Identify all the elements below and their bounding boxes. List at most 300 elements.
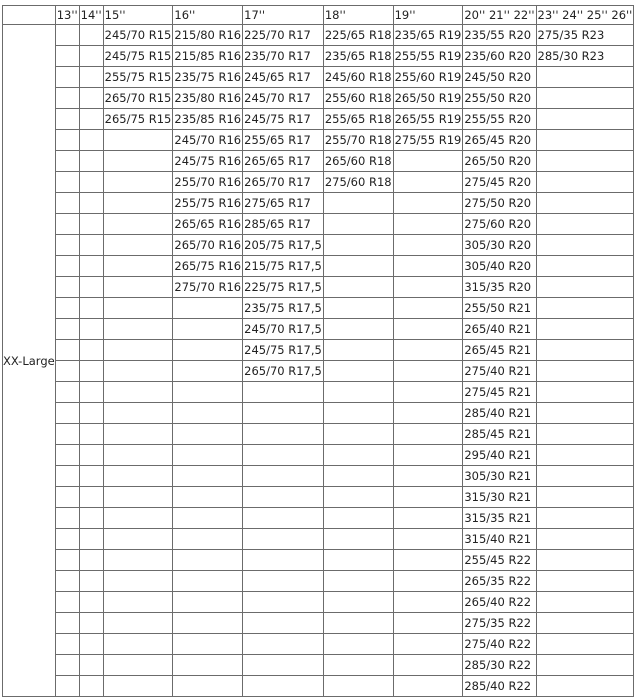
tire-size-cell [79, 508, 103, 529]
tire-size-cell: 235/60 R20 [463, 46, 536, 67]
tire-size-cell [393, 319, 463, 340]
tire-size-cell [79, 88, 103, 109]
tire-size-cell [79, 235, 103, 256]
tire-size-cell [173, 676, 243, 697]
tire-size-cell: 315/35 R20 [463, 277, 536, 298]
tire-size-cell [393, 403, 463, 424]
tire-size-cell: 275/35 R23 [536, 25, 634, 46]
tire-size-cell [323, 508, 393, 529]
tire-size-cell [55, 655, 79, 676]
tire-size-cell [393, 676, 463, 697]
tire-size-cell: 265/65 R16 [173, 214, 243, 235]
tire-size-cell [243, 487, 324, 508]
table-row [3, 592, 634, 613]
tire-size-cell [393, 655, 463, 676]
tire-size-cell [536, 361, 634, 382]
tire-size-cell [243, 676, 324, 697]
tire-size-cell [79, 466, 103, 487]
header-cell-13: 13'' [55, 6, 79, 25]
tire-size-cell [323, 361, 393, 382]
table-row [3, 487, 634, 508]
tire-size-cell [103, 361, 173, 382]
tire-size-cell [103, 592, 173, 613]
tire-size-cell [393, 382, 463, 403]
tire-size-cell: 315/35 R21 [463, 508, 536, 529]
tire-size-cell [173, 403, 243, 424]
header-cell-category [3, 6, 56, 25]
tire-size-cell [173, 298, 243, 319]
table-row [3, 256, 634, 277]
tire-size-cell [173, 571, 243, 592]
table-row [3, 109, 634, 130]
tire-size-cell [79, 487, 103, 508]
tire-size-cell: 285/65 R17 [243, 214, 324, 235]
tire-size-cell [55, 109, 79, 130]
tire-size-cell: 275/40 R21 [463, 361, 536, 382]
tire-size-cell [323, 655, 393, 676]
tire-size-cell [536, 424, 634, 445]
table-row [3, 193, 634, 214]
tire-size-cell [103, 235, 173, 256]
tire-size-cell [79, 571, 103, 592]
table-row [3, 508, 634, 529]
tire-size-cell: 245/70 R16 [173, 130, 243, 151]
table-row [3, 634, 634, 655]
tire-size-cell [243, 613, 324, 634]
tire-size-cell: 275/70 R16 [173, 277, 243, 298]
tire-size-cell [536, 340, 634, 361]
tire-size-cell: 265/35 R22 [463, 571, 536, 592]
header-cell-20-22: 20'' 21'' 22'' [463, 6, 536, 25]
tire-size-cell [103, 130, 173, 151]
tire-size-cell [243, 445, 324, 466]
tire-size-cell: 225/65 R18 [323, 25, 393, 46]
tire-size-cell: 305/30 R21 [463, 466, 536, 487]
tire-size-cell [79, 25, 103, 46]
table-row [3, 529, 634, 550]
tire-size-cell [536, 529, 634, 550]
tire-size-cell [103, 571, 173, 592]
tire-size-cell: 275/45 R20 [463, 172, 536, 193]
tire-size-cell [536, 655, 634, 676]
tire-size-cell [243, 571, 324, 592]
tire-size-cell [243, 382, 324, 403]
tire-size-cell [55, 634, 79, 655]
tire-size-cell [173, 319, 243, 340]
tire-size-cell [55, 382, 79, 403]
tire-size-cell [536, 277, 634, 298]
tire-size-cell: 285/30 R22 [463, 655, 536, 676]
header-cell-17: 17'' [243, 6, 324, 25]
tire-size-cell [393, 550, 463, 571]
tire-size-cell: 245/50 R20 [463, 67, 536, 88]
tire-size-cell [173, 445, 243, 466]
tire-size-cell [173, 487, 243, 508]
tire-size-cell: 215/75 R17,5 [243, 256, 324, 277]
header-cell-16: 16'' [173, 6, 243, 25]
tire-size-cell [536, 613, 634, 634]
tire-size-cell [243, 466, 324, 487]
tire-size-cell [55, 298, 79, 319]
tire-size-cell [243, 508, 324, 529]
tire-size-cell [536, 466, 634, 487]
tire-size-cell: 235/75 R16 [173, 67, 243, 88]
tire-size-cell [55, 235, 79, 256]
tire-size-cell [323, 634, 393, 655]
tire-size-cell [323, 529, 393, 550]
tire-size-cell: 255/65 R17 [243, 130, 324, 151]
tire-size-cell: 265/75 R15 [103, 109, 173, 130]
tire-size-cell [173, 508, 243, 529]
table-row [3, 319, 634, 340]
table-row [3, 676, 634, 697]
table-row [3, 151, 634, 172]
tire-size-cell [536, 571, 634, 592]
tire-size-cell: 255/60 R19 [393, 67, 463, 88]
tire-size-cell [243, 424, 324, 445]
tire-size-cell: 245/75 R15 [103, 46, 173, 67]
tire-size-cell [393, 277, 463, 298]
tire-size-cell: 305/40 R20 [463, 256, 536, 277]
tire-size-cell [536, 172, 634, 193]
tire-size-cell [536, 403, 634, 424]
tire-size-cell [323, 613, 393, 634]
tire-size-cell [103, 508, 173, 529]
tire-size-cell [323, 382, 393, 403]
tire-size-cell [79, 613, 103, 634]
header-row [3, 6, 634, 25]
tire-size-cell: 265/45 R21 [463, 340, 536, 361]
tire-size-cell [323, 235, 393, 256]
tire-size-cell [79, 46, 103, 67]
tire-size-cell [323, 550, 393, 571]
header-cell-14: 14'' [79, 6, 103, 25]
tire-size-cell: 265/45 R20 [463, 130, 536, 151]
tire-size-cell [55, 277, 79, 298]
tire-size-cell [79, 676, 103, 697]
table-row [3, 466, 634, 487]
tire-size-cell: 235/75 R17,5 [243, 298, 324, 319]
tire-size-cell: 265/50 R20 [463, 151, 536, 172]
category-label: XX-Large [3, 25, 56, 697]
tire-size-cell [393, 571, 463, 592]
header-cell-19: 19'' [393, 6, 463, 25]
header-cell-23-26: 23'' 24'' 25'' 26'' [536, 6, 634, 25]
tire-size-cell [323, 571, 393, 592]
table-row [3, 25, 634, 46]
table-row [3, 46, 634, 67]
tire-size-cell [393, 298, 463, 319]
tire-size-cell [55, 88, 79, 109]
tire-size-cell [536, 67, 634, 88]
tire-size-cell: 255/50 R20 [463, 88, 536, 109]
tire-size-cell [393, 151, 463, 172]
tire-size-cell: 255/50 R21 [463, 298, 536, 319]
tire-size-cell: 255/75 R15 [103, 67, 173, 88]
tire-size-cell [55, 25, 79, 46]
tire-size-cell [103, 676, 173, 697]
tire-size-cell [55, 508, 79, 529]
tire-size-cell: 235/65 R19 [393, 25, 463, 46]
tire-size-cell: 265/40 R22 [463, 592, 536, 613]
tire-size-cell [55, 571, 79, 592]
tire-size-cell: 235/65 R18 [323, 46, 393, 67]
tire-size-cell [103, 193, 173, 214]
tire-size-cell: 315/30 R21 [463, 487, 536, 508]
tire-size-cell: 235/55 R20 [463, 25, 536, 46]
tire-size-cell: 265/70 R15 [103, 88, 173, 109]
tire-size-cell [55, 550, 79, 571]
tire-size-cell [79, 361, 103, 382]
tire-size-cell: 215/80 R16 [173, 25, 243, 46]
tire-size-cell: 245/70 R15 [103, 25, 173, 46]
tire-size-cell [79, 214, 103, 235]
tire-size-cell: 285/30 R23 [536, 46, 634, 67]
tire-size-cell [79, 277, 103, 298]
tire-size-cell [103, 424, 173, 445]
tire-size-cell: 275/60 R20 [463, 214, 536, 235]
tire-size-cell [79, 634, 103, 655]
tire-size-cell: 235/70 R17 [243, 46, 324, 67]
tire-size-cell [173, 634, 243, 655]
tire-size-cell [323, 466, 393, 487]
header-cell-15: 15'' [103, 6, 173, 25]
tire-size-cell [536, 319, 634, 340]
tire-size-cell: 245/70 R17,5 [243, 319, 324, 340]
tire-size-cell [323, 298, 393, 319]
tire-size-cell [536, 109, 634, 130]
tire-size-cell: 265/50 R19 [393, 88, 463, 109]
table-row [3, 88, 634, 109]
tire-size-cell [393, 340, 463, 361]
tire-size-cell [79, 340, 103, 361]
table-row [3, 130, 634, 151]
tire-size-cell [103, 655, 173, 676]
tire-size-cell [103, 298, 173, 319]
tire-size-cell [393, 172, 463, 193]
tire-size-cell [79, 445, 103, 466]
table-row [3, 340, 634, 361]
table-row [3, 172, 634, 193]
tire-size-cell [536, 193, 634, 214]
tire-size-cell [79, 592, 103, 613]
tire-size-cell [79, 403, 103, 424]
table-body [3, 25, 634, 697]
tire-size-cell [393, 214, 463, 235]
table-row [3, 445, 634, 466]
tire-size-cell [55, 592, 79, 613]
tire-size-cell: 255/65 R18 [323, 109, 393, 130]
table-row [3, 235, 634, 256]
tire-size-cell [323, 676, 393, 697]
tire-size-cell [536, 592, 634, 613]
tire-size-cell [79, 529, 103, 550]
table-row [3, 550, 634, 571]
tire-size-cell [393, 508, 463, 529]
tire-size-cell: 255/60 R18 [323, 88, 393, 109]
tire-size-cell [79, 67, 103, 88]
tire-size-cell: 235/80 R16 [173, 88, 243, 109]
tire-size-cell [173, 361, 243, 382]
tire-size-cell [55, 613, 79, 634]
tire-size-cell: 255/55 R19 [393, 46, 463, 67]
table-row [3, 655, 634, 676]
tire-size-cell [393, 487, 463, 508]
tire-size-cell: 205/75 R17,5 [243, 235, 324, 256]
table-row [3, 214, 634, 235]
tire-size-cell [103, 529, 173, 550]
tire-size-cell [103, 550, 173, 571]
tire-size-cell: 265/70 R17,5 [243, 361, 324, 382]
tire-size-cell [103, 403, 173, 424]
tire-size-cell [393, 256, 463, 277]
tire-size-cell [103, 613, 173, 634]
tire-size-cell [103, 172, 173, 193]
tire-size-cell [536, 487, 634, 508]
tire-size-cell: 275/40 R22 [463, 634, 536, 655]
table-row [3, 361, 634, 382]
tire-size-cell [55, 67, 79, 88]
tire-size-cell: 265/75 R16 [173, 256, 243, 277]
tire-size-cell [536, 214, 634, 235]
tire-size-cell [79, 298, 103, 319]
table-row [3, 67, 634, 88]
tire-size-cell: 255/45 R22 [463, 550, 536, 571]
tire-size-cell [55, 214, 79, 235]
tire-size-cell: 285/40 R21 [463, 403, 536, 424]
tire-size-cell [55, 151, 79, 172]
tire-size-cell [393, 529, 463, 550]
tire-size-cell [536, 298, 634, 319]
tire-size-cell [323, 445, 393, 466]
tire-size-cell [79, 424, 103, 445]
tire-size-cell [173, 340, 243, 361]
tire-size-cell [103, 466, 173, 487]
tire-size-cell [79, 130, 103, 151]
table-row [3, 382, 634, 403]
tire-size-cell [79, 550, 103, 571]
tire-size-table [2, 5, 634, 697]
tire-size-cell [103, 487, 173, 508]
tire-size-cell: 245/75 R16 [173, 151, 243, 172]
tire-size-cell [103, 340, 173, 361]
tire-size-cell [55, 193, 79, 214]
tire-size-cell: 315/40 R21 [463, 529, 536, 550]
tire-size-cell [55, 172, 79, 193]
tire-size-cell [536, 256, 634, 277]
tire-size-cell [323, 256, 393, 277]
tire-size-cell [55, 130, 79, 151]
tire-size-cell [79, 151, 103, 172]
tire-size-cell [393, 424, 463, 445]
tire-size-cell [323, 193, 393, 214]
tire-size-cell [536, 634, 634, 655]
tire-size-cell [173, 424, 243, 445]
tire-size-cell [79, 109, 103, 130]
tire-size-cell [55, 46, 79, 67]
tire-size-cell: 275/35 R22 [463, 613, 536, 634]
header-cell-18: 18'' [323, 6, 393, 25]
tire-size-cell [55, 403, 79, 424]
tire-size-cell [173, 550, 243, 571]
tire-size-cell [243, 634, 324, 655]
tire-size-cell [536, 88, 634, 109]
tire-size-cell [103, 256, 173, 277]
tire-size-cell [79, 382, 103, 403]
tire-size-cell [323, 592, 393, 613]
tire-size-cell [55, 256, 79, 277]
tire-size-cell [323, 214, 393, 235]
tire-size-cell: 225/75 R17,5 [243, 277, 324, 298]
tire-size-cell [243, 655, 324, 676]
tire-size-cell [323, 319, 393, 340]
tire-size-cell: 255/55 R20 [463, 109, 536, 130]
tire-size-cell: 275/45 R21 [463, 382, 536, 403]
tire-size-cell [79, 319, 103, 340]
tire-size-cell [323, 403, 393, 424]
table-row [3, 571, 634, 592]
tire-size-cell: 245/75 R17 [243, 109, 324, 130]
tire-size-cell [536, 445, 634, 466]
tire-size-cell [323, 487, 393, 508]
tire-size-cell: 265/55 R19 [393, 109, 463, 130]
tire-size-cell [173, 592, 243, 613]
tire-size-cell [55, 445, 79, 466]
table-row [3, 424, 634, 445]
tire-size-cell [243, 550, 324, 571]
tire-size-cell: 265/70 R17 [243, 172, 324, 193]
tire-size-cell [103, 634, 173, 655]
tire-size-cell: 285/45 R21 [463, 424, 536, 445]
tire-size-cell [243, 403, 324, 424]
tire-size-cell: 265/65 R17 [243, 151, 324, 172]
tire-size-cell [103, 214, 173, 235]
tire-size-cell [243, 529, 324, 550]
tire-size-cell: 245/65 R17 [243, 67, 324, 88]
table-row [3, 613, 634, 634]
tire-size-cell [536, 676, 634, 697]
tire-size-cell [103, 319, 173, 340]
tire-size-cell [393, 361, 463, 382]
tire-size-cell [393, 466, 463, 487]
tire-size-cell [173, 613, 243, 634]
tire-size-cell [55, 676, 79, 697]
tire-size-cell: 305/30 R20 [463, 235, 536, 256]
tire-size-cell [103, 151, 173, 172]
tire-size-cell [55, 361, 79, 382]
tire-size-cell [173, 655, 243, 676]
tire-size-cell [393, 193, 463, 214]
tire-size-cell [173, 382, 243, 403]
tire-size-cell [243, 592, 324, 613]
tire-size-cell [55, 529, 79, 550]
tire-size-cell [393, 613, 463, 634]
tire-size-cell: 215/85 R16 [173, 46, 243, 67]
tire-size-cell [79, 193, 103, 214]
tire-size-cell: 275/50 R20 [463, 193, 536, 214]
tire-size-cell [536, 130, 634, 151]
tire-size-cell [393, 445, 463, 466]
tire-size-cell: 255/70 R18 [323, 130, 393, 151]
tire-size-cell [103, 445, 173, 466]
tire-size-cell [103, 382, 173, 403]
tire-size-cell: 275/65 R17 [243, 193, 324, 214]
tire-size-cell [536, 235, 634, 256]
tire-size-cell: 285/40 R22 [463, 676, 536, 697]
tire-size-cell [55, 340, 79, 361]
tire-size-cell [79, 256, 103, 277]
tire-size-cell [393, 592, 463, 613]
